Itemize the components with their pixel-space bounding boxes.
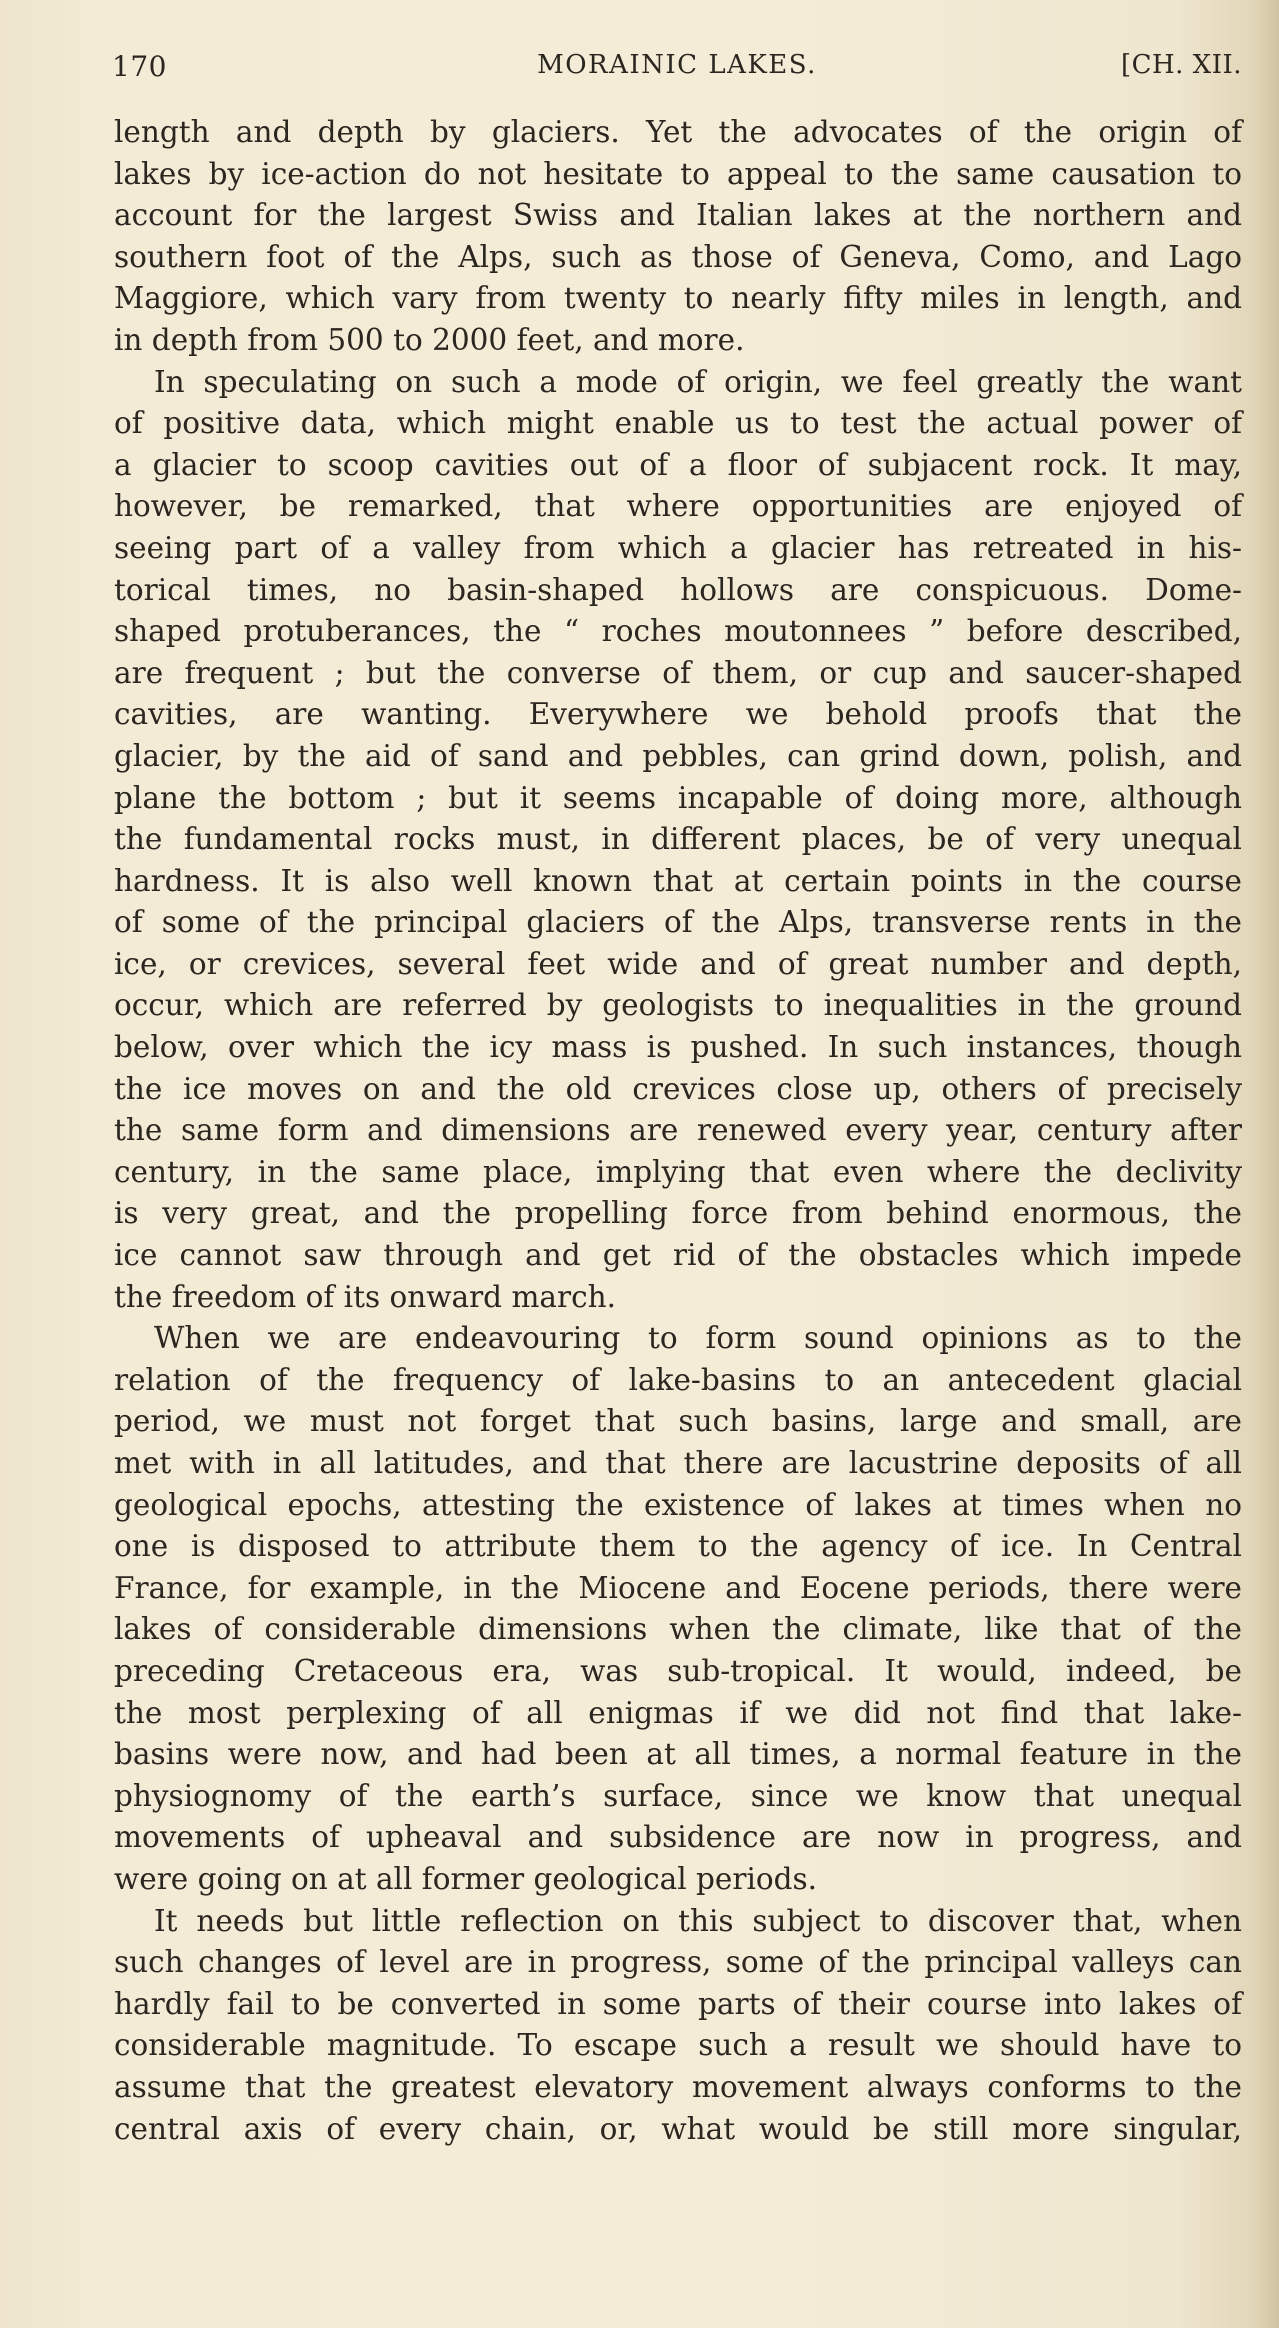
text-line: southern foot of the Alps, such as those of Geneva, Como, and Lago <box>114 239 1242 274</box>
text-line: below, over which the icy mass is pushed. In such instances, though <box>114 1030 1242 1065</box>
text-line: hardly fail to be converted in some parts of their course into lakes of <box>114 1986 1242 2021</box>
text-line: such changes of level are in progress, some of the principal valleys can <box>114 1945 1242 1980</box>
text-line: lakes by ice-action do not hesitate to appeal to the same causation to <box>114 156 1242 191</box>
text-line: assume that the greatest elevatory movement always conforms to the <box>114 2069 1242 2104</box>
text-line: were going on at all former geological periods. <box>114 1861 818 1896</box>
text-line: cavities, are wanting. Everywhere we behold proofs that the <box>114 697 1242 732</box>
text-line: met with in all latitudes, and that there are lacustrine deposits of all <box>114 1446 1242 1480</box>
text-line: Maggiore, which vary from twenty to nearly fifty miles in length, and <box>114 281 1242 316</box>
text-line: shaped protuberances, the “ roches moutonnees ” before described, <box>114 614 1242 649</box>
running-header <box>112 50 1242 94</box>
text-line: It needs but little reflection on this subject to discover that, when <box>154 1903 1242 1938</box>
text-line: torical times, no basin-shaped hollows are conspicuous. Dome- <box>114 572 1242 607</box>
text-line: ice, or crevices, several feet wide and of great number and depth, <box>114 946 1242 981</box>
text-line: central axis of every chain, or, what would be still more singular, <box>114 2111 1242 2146</box>
text-line: In speculating on such a mode of origin, we feel greatly the want <box>154 364 1242 399</box>
text-line: plane the bottom ; but it seems incapable of doing more, although <box>114 780 1242 815</box>
text-line: length and depth by glaciers. Yet the advocates of the origin of <box>114 115 1242 149</box>
text-line: period, we must not forget that such basins, large and small, are <box>114 1404 1242 1439</box>
text-line: of positive data, which might enable us to test the actual power of <box>114 406 1242 441</box>
text-line: the ice moves on and the old crevices close up, others of precisely <box>114 1071 1242 1106</box>
text-line: preceding Cretaceous era, was sub-tropical. It would, indeed, be <box>114 1653 1242 1688</box>
body-text <box>114 112 1242 2150</box>
text-line: of some of the principal glaciers of the Alps, transverse rents in the <box>114 905 1242 940</box>
text-line: account for the largest Swiss and Italian lakes at the northern and <box>114 198 1242 233</box>
text-line: however, be remarked, that where opportunities are enjoyed of <box>114 489 1242 524</box>
running-title: MORAINIC LAKES. <box>537 50 817 80</box>
text-line: ice cannot saw through and get rid of the obstacles which impede <box>114 1238 1242 1273</box>
text-line: basins were now, and had been at all times, a normal feature in the <box>114 1737 1242 1772</box>
text-line: physiognomy of the earth’s surface, since we know that unequal <box>114 1778 1242 1813</box>
text-line: glacier, by the aid of sand and pebbles, can grind down, polish, and <box>114 738 1242 773</box>
text-line: the most perplexing of all enigmas if we did not find that lake- <box>114 1695 1242 1730</box>
text-line: hardness. It is also well known that at certain points in the course <box>114 863 1242 898</box>
text-line: occur, which are referred by geologists to inequalities in the ground <box>114 988 1242 1023</box>
text-line: France, for example, in the Miocene and Eocene periods, there were <box>114 1570 1242 1605</box>
page-number: 170 <box>112 50 167 83</box>
text-line: century, in the same place, implying that even where the declivity <box>114 1154 1242 1189</box>
text-line: When we are endeavouring to form sound opinions as to the <box>154 1321 1242 1356</box>
text-line: in depth from 500 to 2000 feet, and more. <box>114 322 745 357</box>
text-line: are frequent ; but the converse of them, or cup and saucer-shaped <box>114 655 1242 690</box>
text-line: the fundamental rocks must, in different places, be of very unequal <box>114 822 1242 857</box>
text-line: geological epochs, attesting the existence of lakes at times when no <box>114 1487 1242 1522</box>
text-line: relation of the frequency of lake-basins to an antecedent glacial <box>114 1362 1242 1397</box>
text-line: considerable magnitude. To escape such a result we should have to <box>114 2028 1242 2063</box>
text-line: the freedom of its onward march. <box>114 1279 617 1314</box>
chapter-label: [CH. XII. <box>1120 50 1242 80</box>
text-line: the same form and dimensions are renewed every year, century after <box>114 1113 1242 1148</box>
text-line: movements of upheaval and subsidence are now in progress, and <box>114 1820 1242 1855</box>
text-line: lakes of considerable dimensions when the climate, like that of the <box>114 1612 1242 1647</box>
text-line: seeing part of a valley from which a glacier has retreated in his- <box>114 530 1242 565</box>
text-line: a glacier to scoop cavities out of a floor of subjacent rock. It may, <box>114 447 1242 482</box>
text-line: one is disposed to attribute them to the agency of ice. In Central <box>114 1529 1242 1564</box>
text-line: is very great, and the propelling force from behind enormous, the <box>114 1196 1242 1231</box>
